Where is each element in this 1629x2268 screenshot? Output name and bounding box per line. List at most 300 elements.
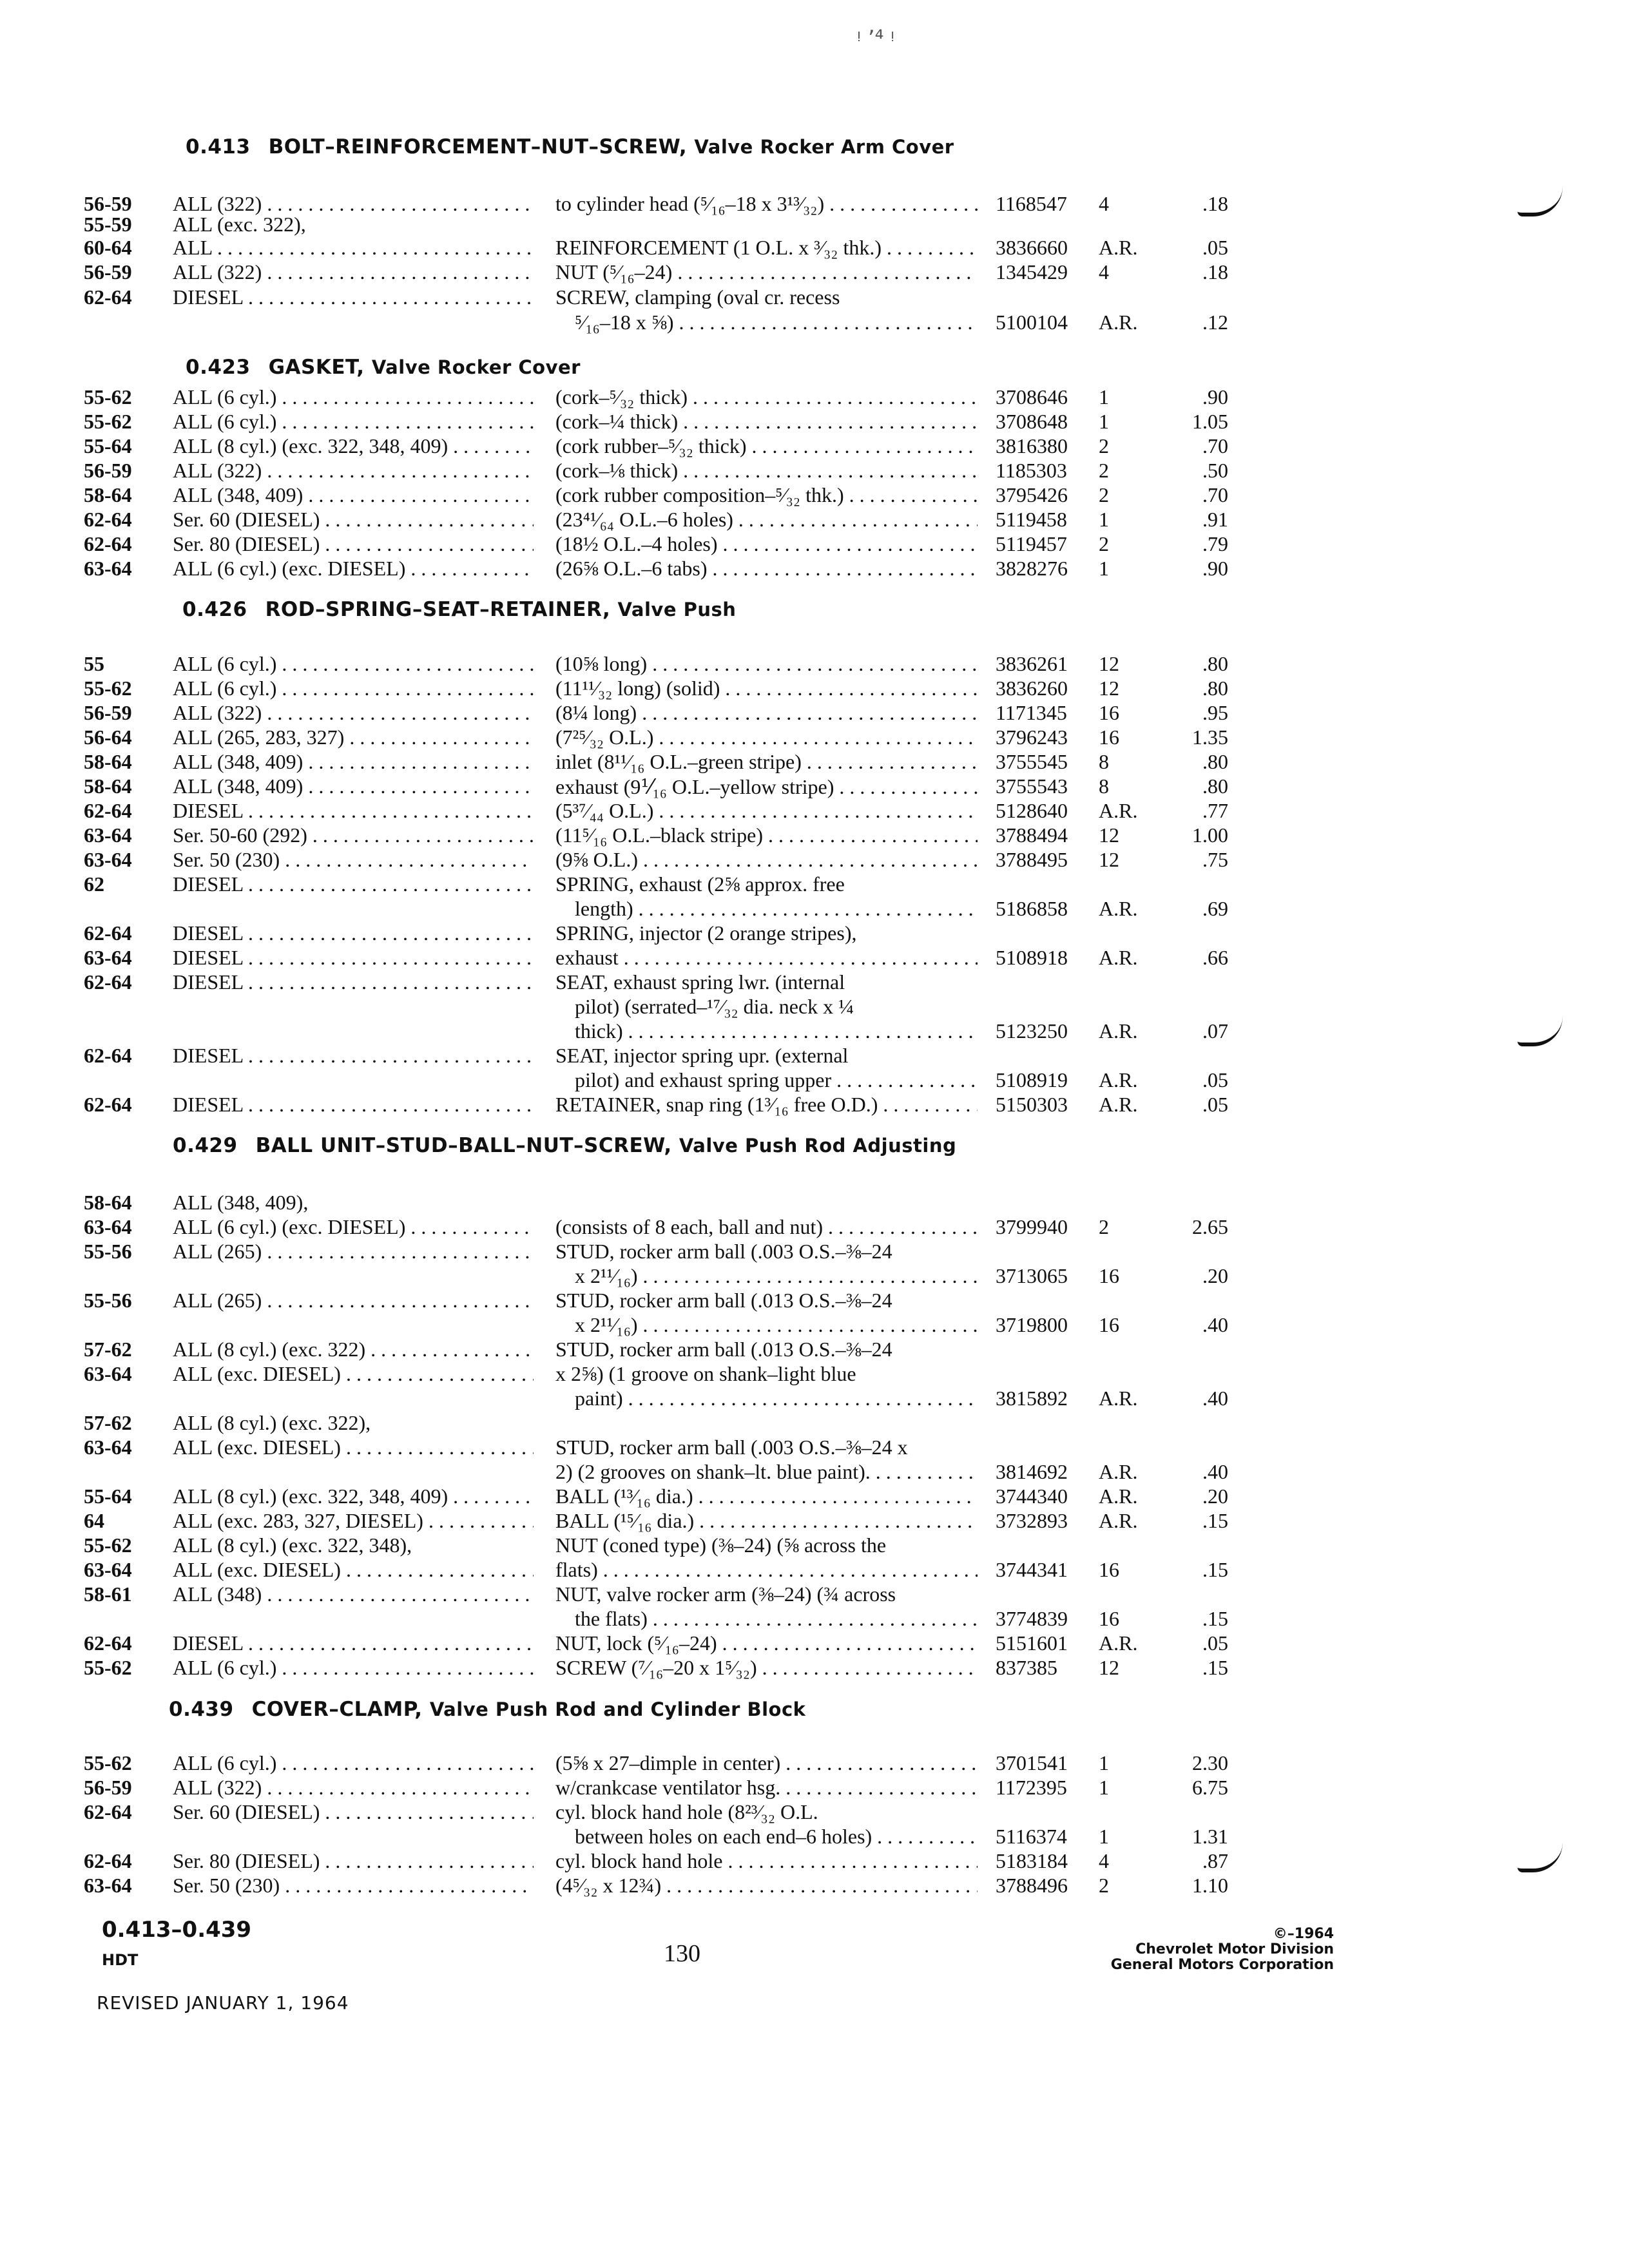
part-description: NUT, valve rocker arm (⅜–24) (¾ across: [555, 1582, 896, 1606]
part-row: [0, 260, 1629, 285]
quantity: A.R.: [1099, 1460, 1138, 1483]
model-years: 56-59: [84, 701, 132, 724]
part-row: [0, 921, 1629, 946]
part-row: [0, 652, 1629, 677]
quantity: 4: [1099, 260, 1109, 284]
part-number: 5100104: [996, 311, 1068, 334]
application: Ser. 80 (DIESEL) . . .: [173, 1849, 534, 1873]
footer-section-range: 0.413–0.439: [102, 1917, 252, 1943]
part-row: [0, 532, 1629, 557]
section-heading: [186, 356, 581, 379]
part-number: 3836261: [996, 652, 1068, 675]
part-description: exhaust (9⅟₁₆ O.L.–yellow stripe) . . .: [555, 774, 978, 799]
section-title: ROD–SPRING–SEAT–RETAINER,: [265, 598, 611, 621]
part-number: 5186858: [996, 897, 1068, 920]
part-description: ⁵⁄₁₆–18 x ⅝) . . .: [575, 311, 978, 334]
part-row: [0, 1849, 1629, 1874]
section-heading: [173, 1134, 956, 1157]
part-number: 3815892: [996, 1387, 1068, 1410]
part-description: flats) . . .: [555, 1558, 978, 1582]
part-number: 3795426: [996, 483, 1068, 506]
part-number: 3788496: [996, 1874, 1068, 1897]
price: .69: [1202, 897, 1228, 920]
application: ALL (8 cyl.) (exc. 322),: [173, 1411, 371, 1434]
part-description: (10⅝ long) . . .: [555, 652, 978, 676]
quantity: 12: [1099, 652, 1119, 675]
application: ALL (265) . . .: [173, 1289, 534, 1312]
handwritten-mark: ᵎ ʼ⁴ ᵎ: [857, 26, 895, 52]
model-years: 55-59: [84, 213, 132, 236]
quantity: 1: [1099, 557, 1109, 580]
part-description: x 2⅝) (1 groove on shank–light blue: [555, 1362, 856, 1385]
model-years: 62-64: [84, 1631, 132, 1655]
quantity: A.R.: [1099, 236, 1138, 259]
model-years: 64: [84, 1509, 104, 1532]
footer-series: HDT: [102, 1951, 139, 1969]
application: Ser. 50 (230) . . .: [173, 1874, 534, 1898]
part-number: 3708648: [996, 410, 1068, 433]
part-description: SEAT, injector spring upr. (external: [555, 1044, 849, 1067]
model-years: 63-64: [84, 946, 132, 969]
quantity: 16: [1099, 726, 1119, 749]
part-number: 5183184: [996, 1849, 1068, 1872]
part-row: [0, 236, 1629, 260]
part-description: (7²⁵⁄₃₂ O.L.) . . .: [555, 726, 978, 749]
application: Ser. 80 (DIESEL) . . .: [173, 532, 534, 556]
section-subtitle: Valve Push Rod and Cylinder Block: [429, 1698, 806, 1720]
price: 1.05: [1192, 410, 1228, 433]
quantity: 1: [1099, 385, 1109, 408]
price: .80: [1202, 750, 1228, 773]
part-description: inlet (8¹¹⁄₁₆ O.L.–green stripe) . . .: [555, 750, 978, 774]
price: .12: [1202, 311, 1228, 334]
quantity: A.R.: [1099, 1019, 1138, 1043]
price: .05: [1202, 1631, 1228, 1655]
part-description: between holes on each end–6 holes) . . .: [575, 1825, 978, 1849]
price: 6.75: [1192, 1776, 1228, 1799]
part-number: 837385: [996, 1656, 1057, 1679]
part-description: SPRING, injector (2 orange stripes),: [555, 921, 857, 945]
part-row: [0, 1485, 1629, 1509]
model-years: 62-64: [84, 1044, 132, 1067]
part-row: [0, 285, 1629, 310]
part-number: 1168547: [996, 192, 1067, 215]
part-number: 5150303: [996, 1093, 1068, 1116]
price: .18: [1202, 260, 1228, 284]
application: ALL (348) . . .: [173, 1582, 534, 1606]
model-years: 55-56: [84, 1240, 132, 1263]
quantity: 12: [1099, 1656, 1119, 1679]
price: .80: [1202, 774, 1228, 798]
section-subtitle: Valve Push: [617, 599, 737, 620]
application: ALL (6 cyl.) . . .: [173, 677, 534, 700]
price: .50: [1202, 459, 1228, 482]
quantity: 2: [1099, 1874, 1109, 1897]
part-row: [0, 946, 1629, 970]
part-number: 5108919: [996, 1068, 1068, 1091]
model-years: 55-64: [84, 1485, 132, 1508]
quantity: 12: [1099, 677, 1119, 700]
part-row: [0, 1215, 1629, 1240]
price: .79: [1202, 532, 1228, 555]
part-row: [0, 1776, 1629, 1800]
part-row: [0, 1825, 1629, 1849]
quantity: A.R.: [1099, 311, 1138, 334]
part-description: STUD, rocker arm ball (.003 O.S.–⅜–24 x: [555, 1436, 908, 1459]
price: .75: [1202, 848, 1228, 871]
quantity: 8: [1099, 774, 1109, 798]
part-description: (4⁵⁄₃₂ x 12¾) . . .: [555, 1874, 978, 1898]
quantity: 16: [1099, 1313, 1119, 1336]
part-description: x 2¹¹⁄₁₆) . . .: [575, 1313, 978, 1337]
part-row: [0, 848, 1629, 872]
part-description: the flats) . . .: [575, 1607, 978, 1631]
part-row: [0, 823, 1629, 848]
part-number: 3836660: [996, 236, 1068, 259]
part-description: length) . . .: [575, 897, 978, 921]
model-years: 56-64: [84, 726, 132, 749]
quantity: 12: [1099, 823, 1119, 847]
model-years: 55: [84, 652, 104, 675]
part-row: [0, 1460, 1629, 1485]
part-row: [0, 1264, 1629, 1289]
model-years: 63-64: [84, 557, 132, 580]
quantity: 2: [1099, 434, 1109, 457]
part-description: (11¹¹⁄₃₂ long) (solid) . . .: [555, 677, 978, 700]
page-number: 130: [664, 1940, 700, 1967]
model-years: 58-64: [84, 1191, 132, 1214]
part-row: [0, 1289, 1629, 1313]
model-years: 62-64: [84, 1800, 132, 1823]
price: .40: [1202, 1313, 1228, 1336]
application: ALL (8 cyl.) (exc. 322, 348),: [173, 1533, 412, 1557]
part-description: (18½ O.L.–4 holes) . . .: [555, 532, 978, 556]
section-title: COVER–CLAMP,: [251, 1698, 423, 1721]
part-number: 1172395: [996, 1776, 1067, 1799]
price: .05: [1202, 1068, 1228, 1091]
part-number: 3744340: [996, 1485, 1068, 1508]
part-number: 3755545: [996, 750, 1068, 773]
corporation-name: General Motors Corporation: [1110, 1957, 1334, 1973]
part-description: STUD, rocker arm ball (.013 O.S.–⅜–24: [555, 1338, 892, 1361]
application: ALL (348, 409) . . .: [173, 774, 534, 798]
part-row: [0, 213, 1629, 237]
part-description: NUT (coned type) (⅜–24) (⅝ across the: [555, 1533, 887, 1557]
price: .80: [1202, 677, 1228, 700]
model-years: 55-62: [84, 385, 132, 408]
part-description: RETAINER, snap ring (1³⁄₁₆ free O.D.) . . .: [555, 1093, 978, 1117]
model-years: 55-62: [84, 1751, 132, 1774]
application: ALL (exc. 322),: [173, 213, 306, 236]
part-row: [0, 483, 1629, 508]
model-years: 62-64: [84, 1849, 132, 1872]
part-number: 5128640: [996, 799, 1068, 822]
price: .18: [1202, 192, 1228, 215]
model-years: 62-64: [84, 970, 132, 994]
model-years: 62-64: [84, 799, 132, 822]
part-row: [0, 1019, 1629, 1044]
application: ALL (322) . . .: [173, 260, 534, 284]
part-description: (cork–⅛ thick) . . .: [555, 459, 978, 483]
quantity: A.R.: [1099, 1485, 1138, 1508]
model-years: 57-62: [84, 1411, 132, 1434]
price: .07: [1202, 1019, 1228, 1043]
price: .15: [1202, 1509, 1228, 1532]
model-years: 58-64: [84, 750, 132, 773]
part-number: 5119457: [996, 532, 1067, 555]
price: .95: [1202, 701, 1228, 724]
part-number: 5151601: [996, 1631, 1068, 1655]
part-description: NUT (⁵⁄₁₆–24) . . .: [555, 260, 978, 284]
part-description: (cork rubber composition–⁵⁄₃₂ thk.) . . .: [555, 483, 978, 507]
part-description: (26⅝ O.L.–6 tabs) . . .: [555, 557, 978, 581]
part-number: 5119458: [996, 508, 1067, 531]
application: ALL . . .: [173, 236, 534, 260]
model-years: 63-64: [84, 1436, 132, 1459]
application: ALL (6 cyl.) . . .: [173, 652, 534, 676]
section-number: 0.439: [169, 1698, 234, 1721]
price: .05: [1202, 1093, 1228, 1116]
application: ALL (348, 409),: [173, 1191, 309, 1214]
model-years: 58-64: [84, 774, 132, 798]
part-description: cyl. block hand hole . . .: [555, 1849, 978, 1873]
part-number: 3701541: [996, 1751, 1068, 1774]
quantity: 1: [1099, 1751, 1109, 1774]
section-subtitle: Valve Push Rod Adjusting: [679, 1135, 957, 1157]
model-years: 56-59: [84, 260, 132, 284]
part-number: 1185303: [996, 459, 1067, 482]
part-row: [0, 1800, 1629, 1825]
application: DIESEL . . .: [173, 872, 534, 896]
division-name: Chevrolet Motor Division: [1135, 1941, 1334, 1957]
price: .90: [1202, 557, 1228, 580]
price: .20: [1202, 1264, 1228, 1287]
part-description: STUD, rocker arm ball (.003 O.S.–⅜–24: [555, 1240, 892, 1263]
part-description: w/crankcase ventilator hsg. . . .: [555, 1776, 978, 1800]
application: ALL (8 cyl.) (exc. 322, 348, 409) . . .: [173, 434, 534, 458]
part-description: (consists of 8 each, ball and nut) . . .: [555, 1215, 978, 1239]
part-row: [0, 1582, 1629, 1607]
model-years: 62-64: [84, 1093, 132, 1116]
quantity: 1: [1099, 410, 1109, 433]
model-years: 62-64: [84, 508, 132, 531]
application: ALL (265, 283, 327) . . .: [173, 726, 534, 749]
part-row: [0, 1362, 1629, 1387]
quantity: 2: [1099, 1215, 1109, 1238]
part-description: (23⁴¹⁄₆₄ O.L.–6 holes) . . .: [555, 508, 978, 532]
part-row: [0, 1044, 1629, 1068]
application: DIESEL . . .: [173, 921, 534, 945]
application: ALL (exc. DIESEL) . . .: [173, 1362, 534, 1386]
quantity: A.R.: [1099, 1068, 1138, 1091]
application: ALL (6 cyl.) (exc. DIESEL) . . .: [173, 557, 534, 581]
part-number: 3732893: [996, 1509, 1068, 1532]
part-row: [0, 1338, 1629, 1362]
model-years: 62: [84, 872, 104, 896]
section-subtitle: Valve Rocker Arm Cover: [694, 136, 954, 158]
quantity: A.R.: [1099, 1093, 1138, 1116]
section-title: BALL UNIT–STUD–BALL–NUT–SCREW,: [255, 1134, 672, 1157]
part-number: 3788495: [996, 848, 1068, 871]
part-row: [0, 1656, 1629, 1680]
part-row: [0, 1387, 1629, 1411]
application: ALL (exc. DIESEL) . . .: [173, 1436, 534, 1459]
section-number: 0.413: [186, 135, 251, 159]
part-description: STUD, rocker arm ball (.013 O.S.–⅜–24: [555, 1289, 892, 1312]
model-years: 55-64: [84, 434, 132, 457]
application: ALL (exc. 283, 327, DIESEL) . . .: [173, 1509, 534, 1533]
application: ALL (exc. DIESEL) . . .: [173, 1558, 534, 1582]
application: ALL (322) . . .: [173, 701, 534, 725]
section-subtitle: Valve Rocker Cover: [371, 356, 581, 378]
part-number: 5123250: [996, 1019, 1068, 1043]
part-number: 3816380: [996, 434, 1068, 457]
part-row: [0, 410, 1629, 434]
model-years: 63-64: [84, 1215, 132, 1238]
part-row: [0, 995, 1629, 1019]
quantity: 2: [1099, 532, 1109, 555]
part-row: [0, 970, 1629, 995]
application: ALL (348, 409) . . .: [173, 483, 534, 507]
part-row: [0, 701, 1629, 726]
section-heading: [169, 1698, 805, 1721]
model-years: 55-62: [84, 677, 132, 700]
application: Ser. 50-60 (292) . . .: [173, 823, 534, 847]
model-years: 55-62: [84, 410, 132, 433]
part-description: (8¼ long) . . .: [555, 701, 978, 725]
section-title: BOLT–REINFORCEMENT–NUT–SCREW,: [268, 135, 688, 159]
part-description: SCREW, clamping (oval cr. recess: [555, 285, 840, 309]
part-row: [0, 459, 1629, 483]
part-row: [0, 677, 1629, 701]
part-number: 5108918: [996, 946, 1068, 969]
price: 1.10: [1192, 1874, 1228, 1897]
part-description: (cork–⁵⁄₃₂ thick) . . .: [555, 385, 978, 409]
model-years: 56-59: [84, 192, 132, 215]
application: DIESEL . . .: [173, 285, 534, 309]
application: DIESEL . . .: [173, 799, 534, 823]
part-row: [0, 557, 1629, 581]
part-row: [0, 1509, 1629, 1533]
section-heading: [182, 598, 736, 621]
application: ALL (8 cyl.) (exc. 322) . . .: [173, 1338, 534, 1361]
part-description: BALL (¹³⁄₁₆ dia.) . . .: [555, 1485, 978, 1508]
quantity: 16: [1099, 1264, 1119, 1287]
part-description: cyl. block hand hole (8²³⁄₃₂ O.L.: [555, 1800, 818, 1823]
price: .05: [1202, 236, 1228, 259]
part-row: [0, 1436, 1629, 1460]
application: ALL (322) . . .: [173, 192, 534, 216]
part-number: 3828276: [996, 557, 1068, 580]
model-years: 60-64: [84, 236, 132, 259]
price: .20: [1202, 1485, 1228, 1508]
part-row: [0, 1093, 1629, 1117]
part-description: NUT, lock (⁵⁄₁₆–24) . . .: [555, 1631, 978, 1655]
price: .70: [1202, 434, 1228, 457]
part-row: [0, 1313, 1629, 1338]
section-number: 0.426: [182, 598, 247, 621]
price: .15: [1202, 1656, 1228, 1679]
quantity: 2: [1099, 459, 1109, 482]
application: DIESEL . . .: [173, 1044, 534, 1068]
quantity: 12: [1099, 848, 1119, 871]
quantity: A.R.: [1099, 1509, 1138, 1532]
part-row: [0, 1874, 1629, 1898]
part-row: [0, 872, 1629, 897]
revision-date: REVISED JANUARY 1, 1964: [97, 1992, 349, 2013]
quantity: 4: [1099, 192, 1109, 215]
model-years: 57-62: [84, 1338, 132, 1361]
application: ALL (265) . . .: [173, 1240, 534, 1264]
copyright: ©–1964: [1273, 1926, 1334, 1942]
part-row: [0, 1068, 1629, 1093]
model-years: 63-64: [84, 1874, 132, 1897]
part-number: 3755543: [996, 774, 1068, 798]
model-years: 56-59: [84, 1776, 132, 1799]
part-description: pilot) (serrated–¹⁷⁄₃₂ dia. neck x ¼: [575, 995, 854, 1018]
quantity: A.R.: [1099, 897, 1138, 920]
application: ALL (6 cyl.) (exc. DIESEL) . . .: [173, 1215, 534, 1239]
quantity: 1: [1099, 1776, 1109, 1799]
model-years: 62-64: [84, 921, 132, 945]
quantity: 16: [1099, 701, 1119, 724]
section-heading: [186, 135, 954, 159]
part-number: 3774839: [996, 1607, 1068, 1630]
quantity: 2: [1099, 483, 1109, 506]
part-number: 3836260: [996, 677, 1068, 700]
application: ALL (6 cyl.) . . .: [173, 410, 534, 434]
price: .66: [1202, 946, 1228, 969]
part-row: [0, 434, 1629, 459]
price: .87: [1202, 1849, 1228, 1872]
part-row: [0, 799, 1629, 823]
application: Ser. 60 (DIESEL) . . .: [173, 1800, 534, 1824]
model-years: 58-64: [84, 483, 132, 506]
model-years: 63-64: [84, 848, 132, 871]
part-description: thick) . . .: [575, 1019, 978, 1043]
part-row: [0, 1631, 1629, 1656]
part-description: (5³⁷⁄₄₄ O.L.) . . .: [555, 799, 978, 823]
part-number: 3799940: [996, 1215, 1068, 1238]
quantity: 16: [1099, 1558, 1119, 1581]
model-years: 63-64: [84, 823, 132, 847]
part-description: (cork rubber–⁵⁄₃₂ thick) . . .: [555, 434, 978, 458]
part-row: [0, 1240, 1629, 1264]
part-row: [0, 1607, 1629, 1631]
price: .77: [1202, 799, 1228, 822]
part-row: [0, 508, 1629, 532]
quantity: A.R.: [1099, 1387, 1138, 1410]
part-description: 2) (2 grooves on shank–lt. blue paint). . . .: [555, 1460, 978, 1484]
section-number: 0.423: [186, 356, 251, 379]
model-years: 55-62: [84, 1656, 132, 1679]
part-description: SPRING, exhaust (2⅝ approx. free: [555, 872, 845, 896]
application: Ser. 50 (230) . . .: [173, 848, 534, 872]
quantity: 1: [1099, 508, 1109, 531]
price: 1.35: [1192, 726, 1228, 749]
part-row: [0, 897, 1629, 921]
application: DIESEL . . .: [173, 1631, 534, 1655]
price: 1.00: [1192, 823, 1228, 847]
application: ALL (6 cyl.) . . .: [173, 385, 534, 409]
part-row: [0, 1751, 1629, 1776]
quantity: 1: [1099, 1825, 1109, 1848]
application: ALL (322) . . .: [173, 1776, 534, 1800]
part-number: 3744341: [996, 1558, 1068, 1581]
part-number: 3708646: [996, 385, 1068, 408]
application: DIESEL . . .: [173, 946, 534, 970]
price: .91: [1202, 508, 1228, 531]
